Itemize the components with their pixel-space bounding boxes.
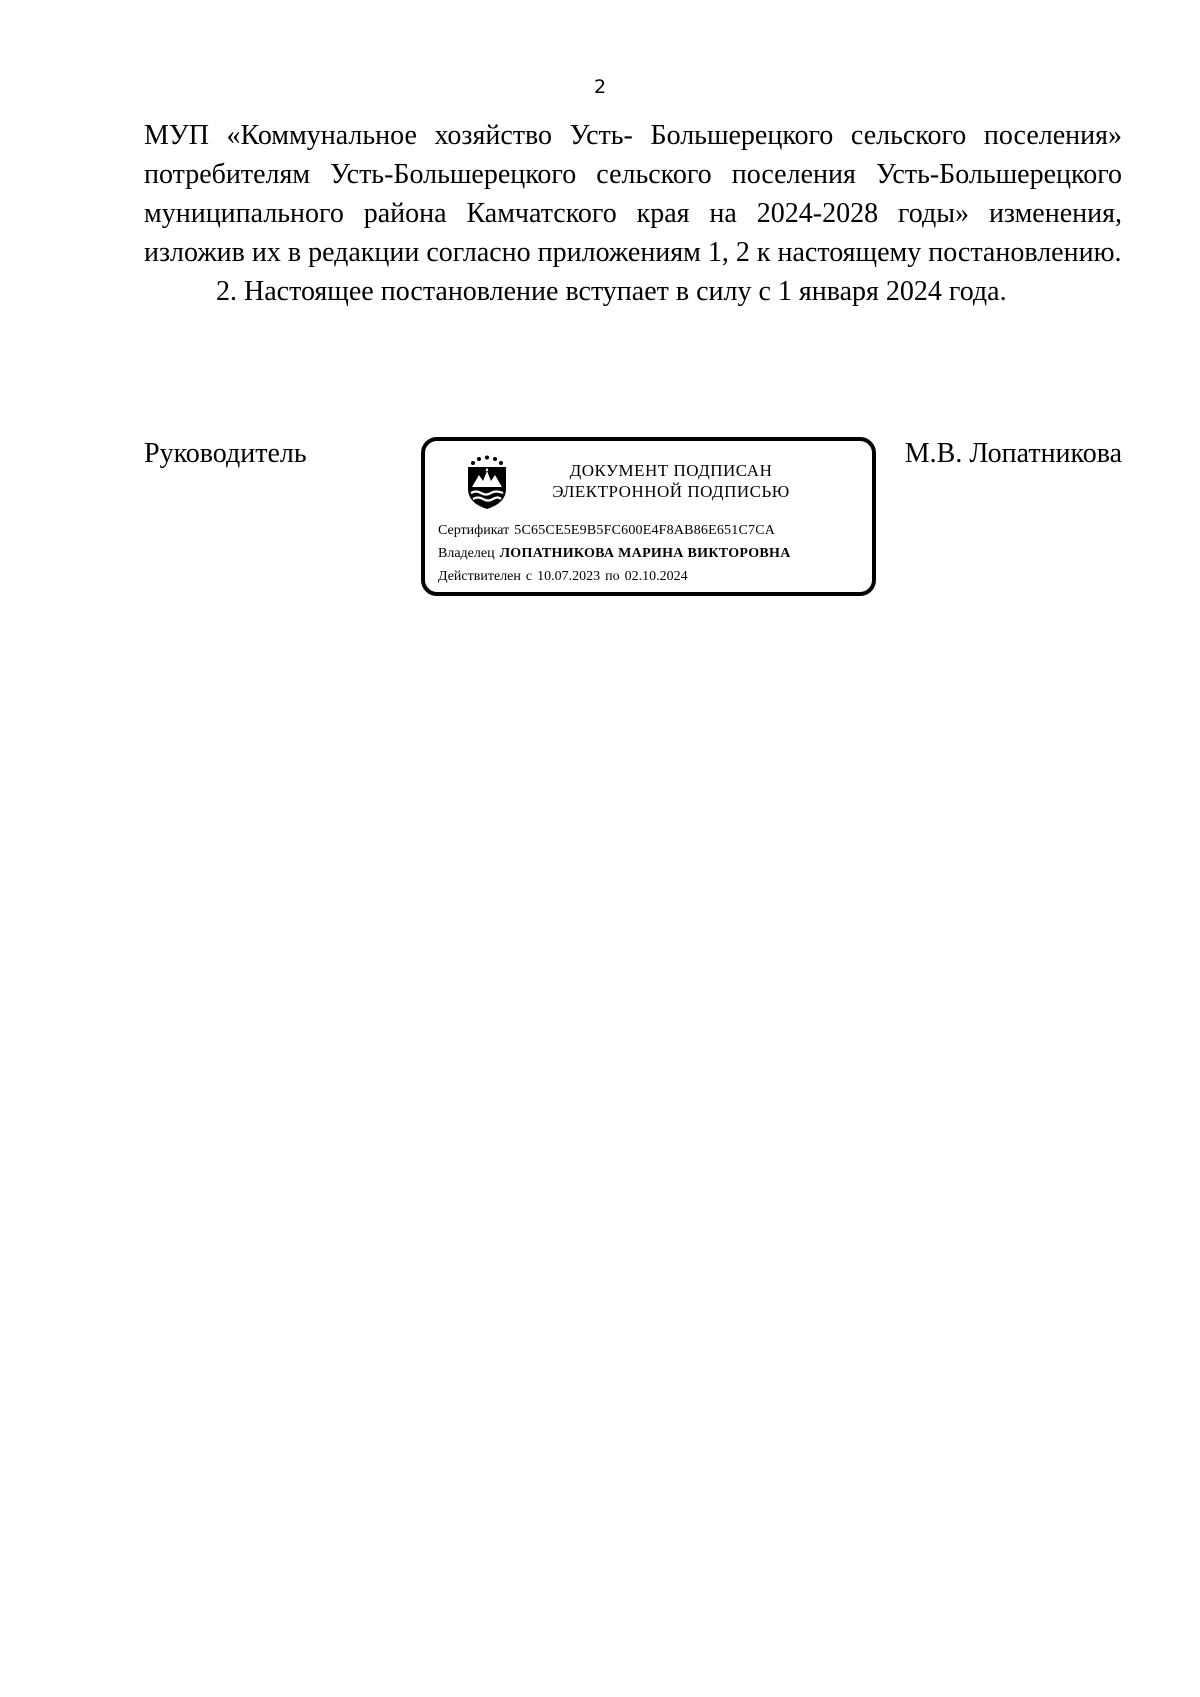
stamp-header-line-2: ЭЛЕКТРОННОЙ ПОДПИСЬЮ [552, 482, 790, 501]
signatory-name: М.В. Лопатникова [904, 438, 1122, 469]
stamp-owner-value: ЛОПАТНИКОВА МАРИНА ВИКТОРОВНА [499, 546, 791, 561]
electronic-signature-stamp [421, 437, 876, 596]
stamp-valid-label: Действителен [438, 569, 521, 584]
stamp-valid-to-prefix: по [605, 569, 620, 584]
body-paragraph-2: 2. Настоящее постановление вступает в силу с 1 января 2024 года. [216, 276, 1007, 307]
kamchatka-coat-of-arms-icon [464, 455, 510, 511]
stamp-certificate-label: Сертификат [438, 523, 510, 538]
stamp-certificate-row [438, 519, 791, 542]
stamp-certificate-value: 5C65CE5E9B5FC600E4F8AB86E651C7CA [514, 523, 776, 538]
stamp-valid-to: 02.10.2024 [624, 569, 688, 584]
stamp-valid-from-prefix: с [525, 569, 533, 584]
page-number: 2 [593, 76, 607, 98]
stamp-validity-row [438, 565, 791, 588]
stamp-valid-from: 10.07.2023 [537, 569, 601, 584]
document-body [144, 116, 1122, 311]
stamp-owner-row [438, 542, 791, 565]
stamp-header-line-1: ДОКУМЕНТ ПОДПИСАН [569, 461, 773, 480]
stamp-owner-label: Владелец [438, 546, 495, 561]
stamp-header [521, 460, 821, 502]
stamp-details [438, 519, 791, 588]
body-paragraph-1: МУП «Коммунальное хозяйство Усть- Большерецкого сельского поселения» потребителям Усть-Большерецкого сельского поселения Усть-Большерецкого муниципального района Камчатского края на 2024-2028 годы» изменения, изложив их в редакции согласно приложениям 1, 2 к настоящему постановлению. [144, 120, 1122, 268]
signatory-role: Руководитель [144, 438, 307, 469]
